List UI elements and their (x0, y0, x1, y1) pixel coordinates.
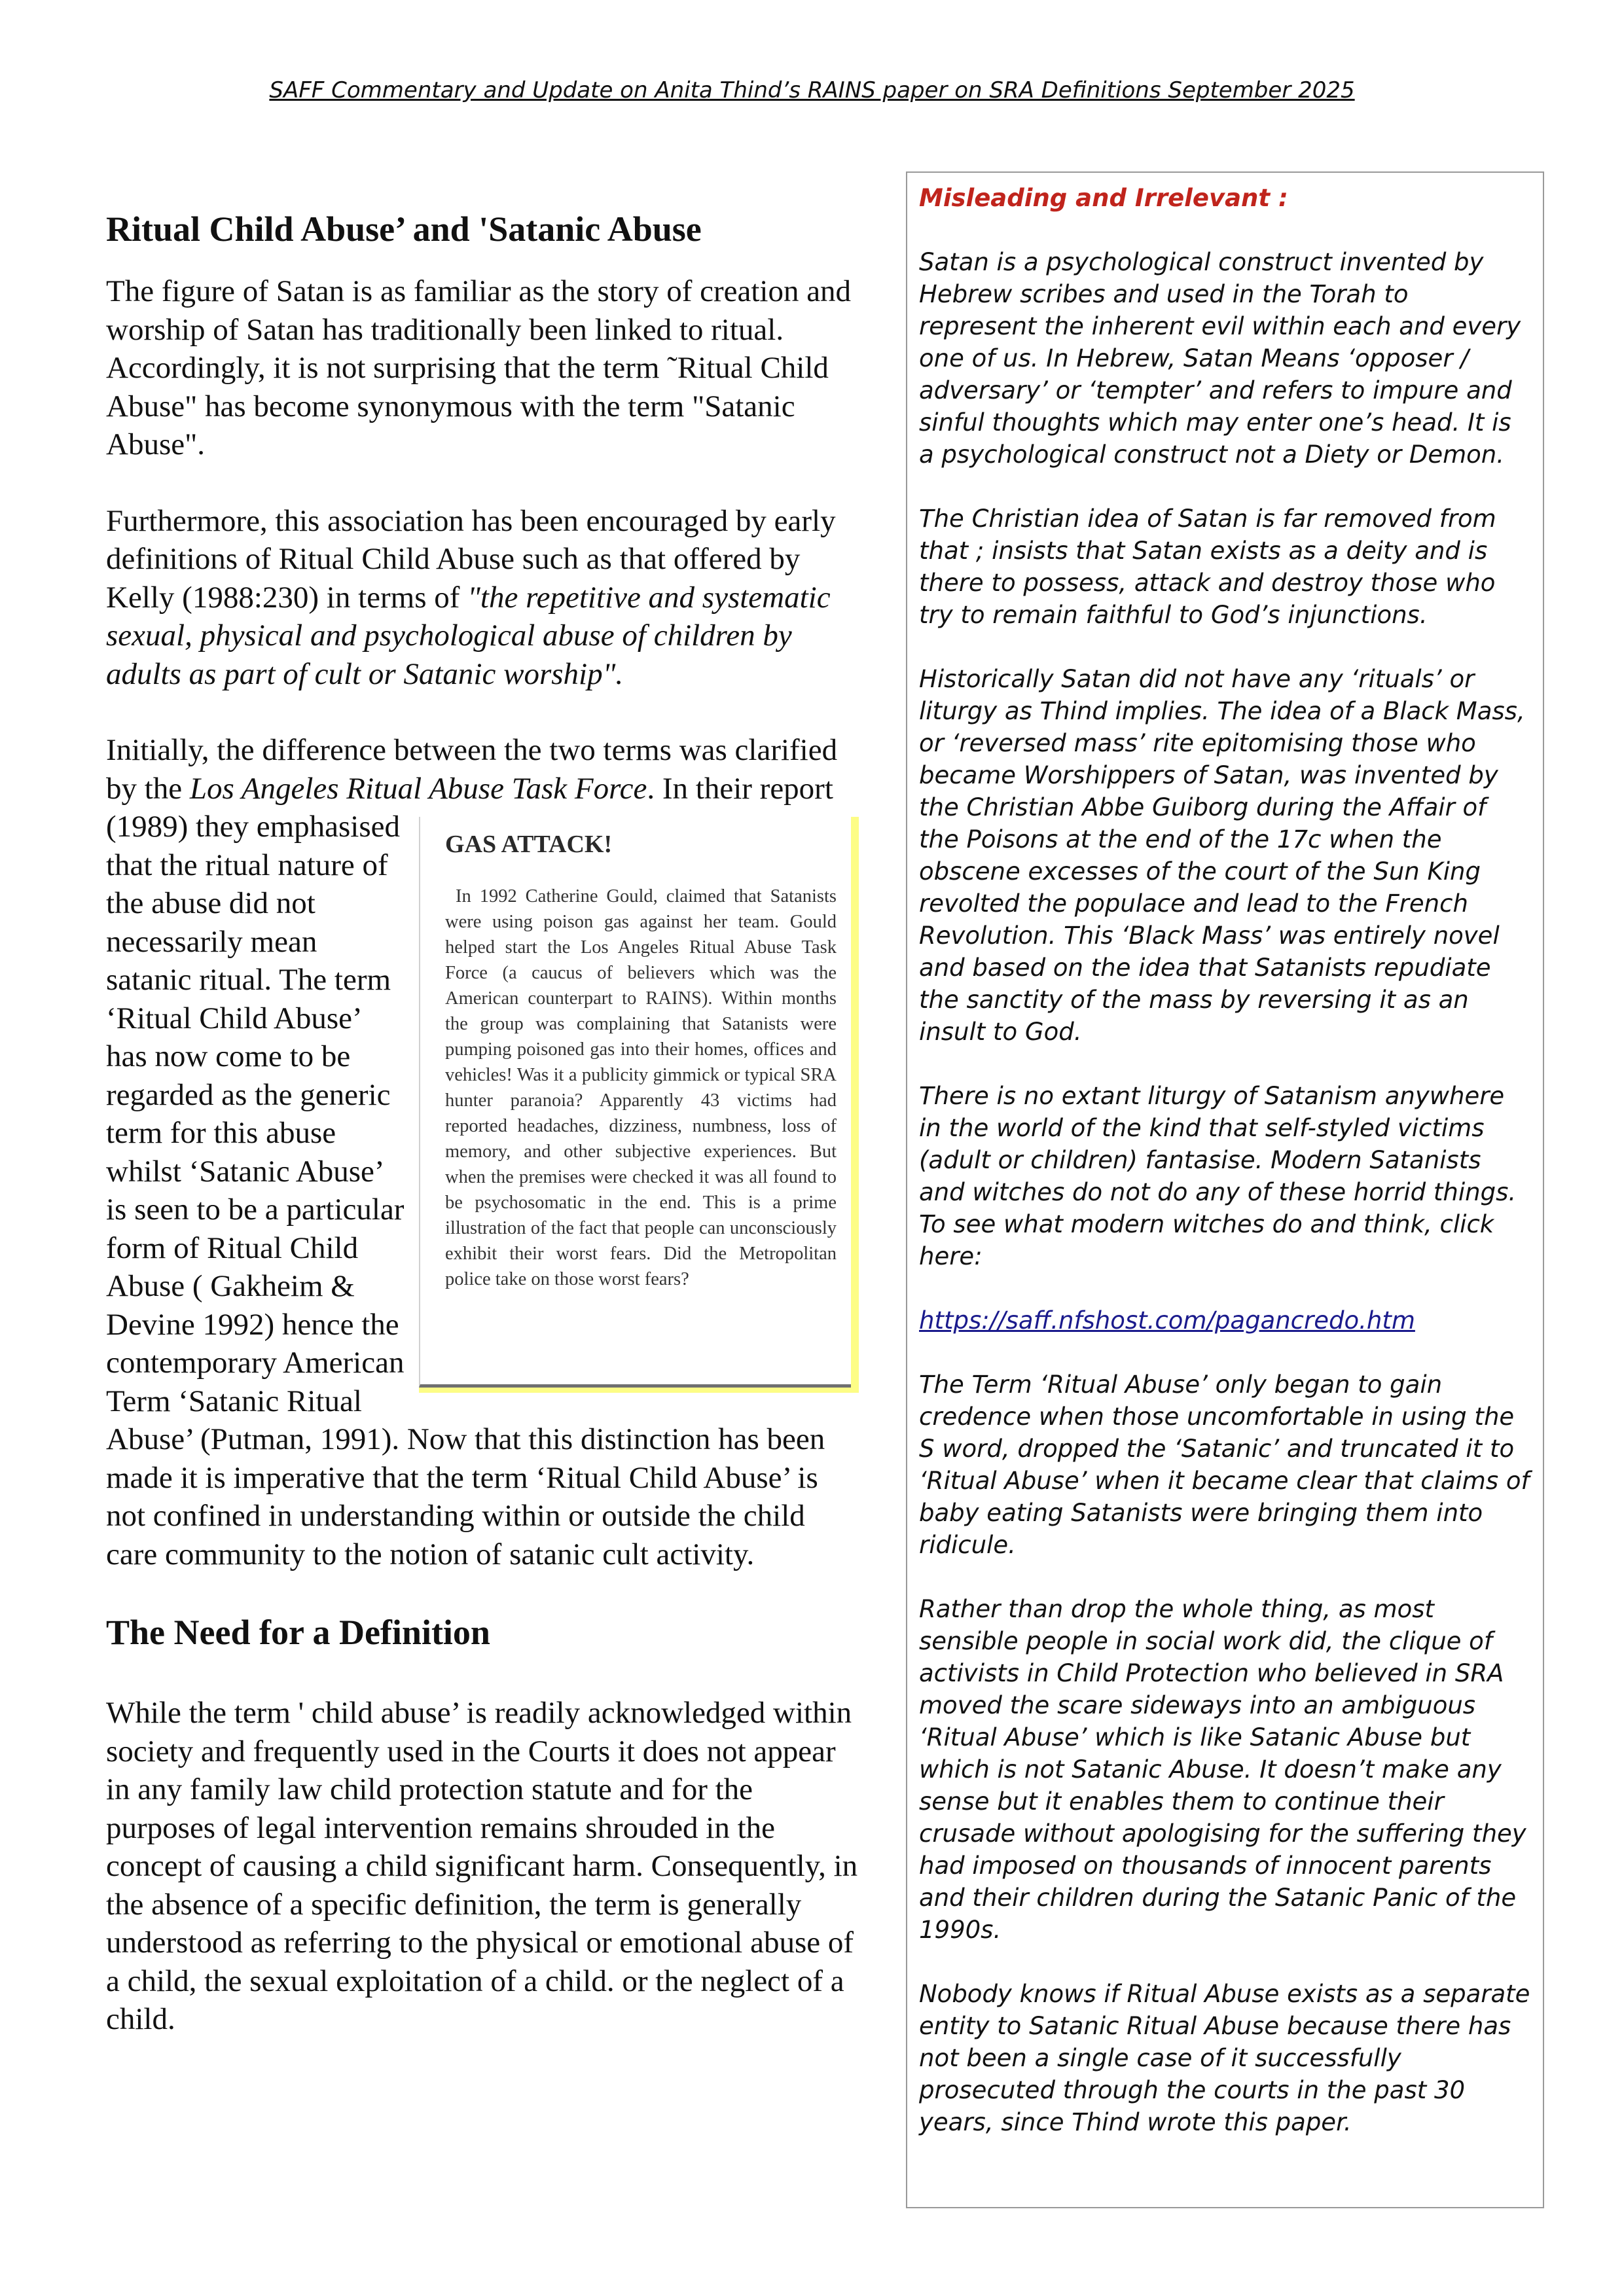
commentary-sidebar (906, 171, 1544, 2208)
gas-attack-title: GAS ATTACK! (445, 831, 613, 858)
paragraph-child-abuse-term: While the term ' child abuse’ is readily acknowledged within society and frequently used in the Courts it does not appear in any family law child protection statute and for the purposes of legal intervention remains shrouded in the concept of causing a child significant harm. Consequently, in the absence of a specific definition, the term is generally understood as referring to the physical or emotional abuse of a child, the sexual exploitation of a child. or the neglect of a child. (106, 1696, 858, 2036)
gas-attack-clipping (419, 817, 851, 1388)
gas-attack-text: In 1992 Catherine Gould, claimed that Satanists were using poison gas against her team. Gould helped start the Los Angeles Ritual Abuse Task Force (a caucus of believers which was the American counterpart to RAINS). Within months the group was complaining that Satanists were pumping poisoned gas into their homes, offices and vehicles! Was it a publicity gimmick or typical SRA hunter paranoia? Apparently 43 victims had reported headaches, dizziness, numbness, loss of memory, and other subjective experiences. But when the premises were checked it was all found to be psychosomatic in the end. This is a prime illustration of the fact that people can unconsciously exhibit their worst fears. Did the Metropolitan police take on those worst fears? (445, 886, 837, 1289)
task-force-text-a: Initially, the difference between the two terms was clarified by the (106, 733, 838, 806)
sidebar-paragraph-no-liturgy: There is no extant liturgy of Satanism anywhere in the world of the kind that self-styled victims (adult or children) fantasise. Modern Satanists and witches do not do any of these horrid things. To see what modern witches do and think, click here: (919, 1082, 1517, 1270)
sidebar-paragraph-term-ritual-abuse: The Term ‘Ritual Abuse’ only began to gain credence when those uncomfortable in using the S word, dropped the ‘Satanic’ and truncated it to ‘Ritual Abuse’ when it became clear that claims of baby eating Satanists were bringing them into ridicule. (919, 1371, 1530, 1559)
task-force-text-b: . In their report (1989) they emphasised that the ritual nature of the abuse did not necessarily mean satanic ritual. The term ‘Ritual Child Abuse’ has now come to be regarded as the generic term for this abuse whilst ‘Satanic Abuse’ is seen to be a particular form of Ritual Child Abuse ( Gakheim & Devine 1992) hence the contemporary American Term ‘Satanic Ritual Abuse’ (Putman, 1991). Now that this distinction has been made it is imperative that the term ‘Ritual Child Abuse’ is not confined in understanding within or outside the child care community to the notion of satanic cult activity. (106, 771, 833, 1571)
kelly-quote: "the repetitive and systematic sexual, physical and psychological abuse of children by adults as part of cult or Satanic worship". (106, 580, 831, 691)
sidebar-paragraph-black-mass: Historically Satan did not have any ‘rituals’ or liturgy as Thind implies. The idea of a Black Mass, or ‘reversed mass’ rite epitomising those who became Worshippers of Satan, was invented by the Christian Abbe Guiborg during the Affair of the Poisons at the end of the 17c when the obscene excesses of the court of the Sun King revolted the populace and lead to the French Revolution. This ‘Black Mass’ was entirely novel and based on the idea that Satanists repudiate the sanctity of the mass by reversing it as an insult to God. (919, 665, 1525, 1046)
page-header: SAFF Commentary and Update on Anita Thind’s RAINS paper on SRA Definitions September 2025 (269, 77, 1355, 103)
task-force-name: Los Angeles Ritual Abuse Task Force (189, 771, 647, 806)
sidebar-paragraph-clique: Rather than drop the whole thing, as most sensible people in social work did, the clique of activists in Child Protection who believed in SRA moved the scare sideways into an ambiguous ‘Ritual Abuse’ which is like Satanic Abuse but which is not Satanic Abuse. It doesn’t make any sense but it enables them to continue their crusade without apologising for the suffering they had imposed on thousands of innocent parents and their children during the Satanic Panic of the 1990s. (919, 1595, 1526, 1944)
sidebar-paragraph-christian-idea: The Christian idea of Satan is far removed from that ; insists that Satan exists as a deity and is there to possess, attack and destroy those who try to remain faithful to God’s injunctions. (919, 505, 1496, 629)
sidebar-title: Misleading and Irrelevant : (919, 184, 1288, 212)
kelly-intro-text: Furthermore, this association has been encouraged by early definitions of Ritual Child Abuse such as that offered by Kelly (1988:230) in terms of (106, 503, 836, 615)
paragraph-task-force (106, 731, 859, 1573)
sidebar-paragraph-psychological-construct: Satan is a psychological construct invented by Hebrew scribes and used in the Torah to represent the inherent evil within each and every one of us. In Hebrew, Satan Means ‘opposer / adversary’ or ‘tempter’ and refers to impure and sinful thoughts which may enter one’s head. It is a psychological construct not a Diety or Demon. (919, 248, 1521, 469)
paragraph-satan-figure: The figure of Satan is as familiar as the story of creation and worship of Satan has traditionally been linked to ritual. Accordingly, it is not surprising that the term ˜Ritual Child Abuse" has become synonymous with the term "Satanic Abuse". (106, 274, 852, 461)
paragraph-kelly-definition (106, 502, 859, 694)
sidebar-paragraph-nobody-knows: Nobody knows if Ritual Abuse exists as a separate entity to Satanic Ritual Abuse because there has not been a single case of it successfully prosecuted through the courts in the past 30 years, since Thind wrote this paper. (919, 1980, 1530, 2136)
gas-attack-inset (419, 817, 859, 1393)
section-heading-need-definition: The Need for a Definition (106, 1613, 490, 1652)
sidebar-link-paragraph (919, 1304, 1532, 1336)
section-heading-ritual-abuse: Ritual Child Abuse’ and 'Satanic Abuse (106, 209, 702, 249)
main-article (106, 208, 859, 2077)
pagan-credo-link[interactable]: https://saff.nfshost.com/pagancredo.htm (919, 1306, 1415, 1335)
